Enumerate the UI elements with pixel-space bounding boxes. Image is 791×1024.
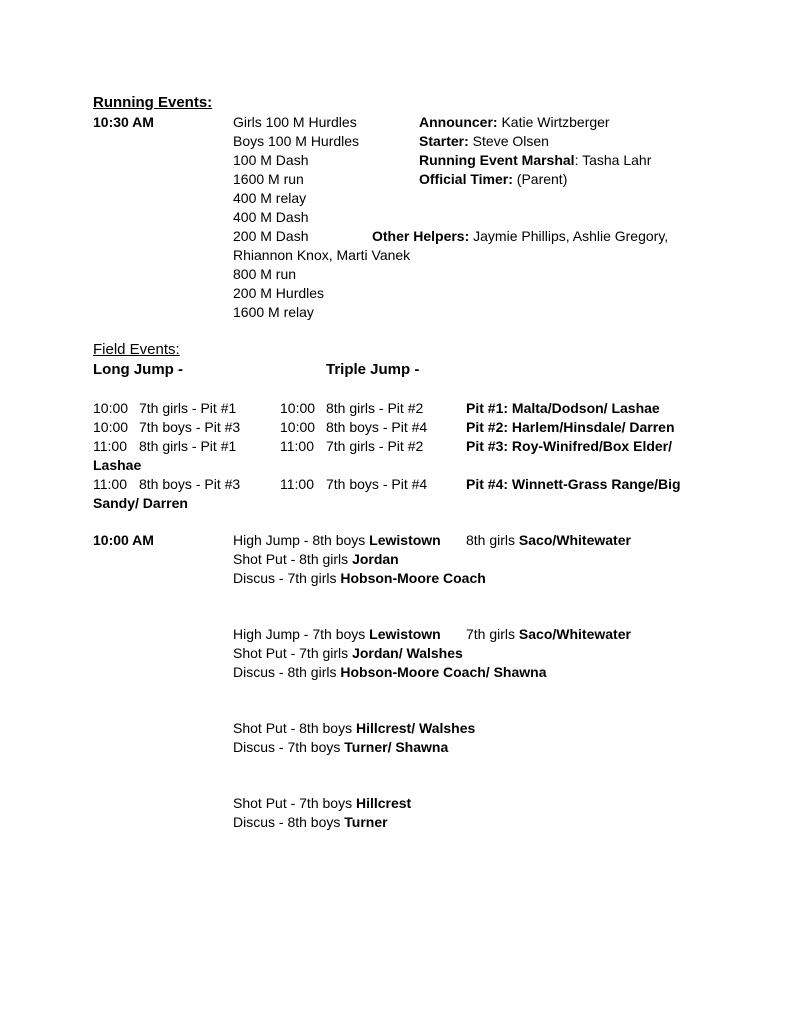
tj-time: 11:00	[280, 438, 314, 454]
field-assignee: Hobson-Moore Coach	[340, 570, 486, 586]
field-event-line	[466, 625, 631, 643]
field-event-line	[233, 644, 463, 662]
running-event-item: 400 M relay	[233, 190, 307, 206]
running-event-item: 200 M Hurdles	[233, 285, 325, 301]
running-event-item: Girls 100 M Hurdles	[233, 114, 357, 130]
field-event-line	[233, 719, 475, 737]
staff-value: Steve Olsen	[468, 133, 549, 149]
field-event-line	[233, 738, 448, 756]
other-helpers-value: Jaymie Phillips, Ashlie Gregory,	[469, 228, 669, 244]
staff-label: Official Timer:	[419, 171, 513, 187]
tj-time: 10:00	[280, 400, 316, 416]
running-event-item: 800 M run	[233, 266, 297, 282]
field-events-heading: Field Events:	[93, 341, 180, 358]
staff-timer	[419, 170, 567, 188]
running-event-item: 1600 M relay	[233, 304, 314, 320]
tj-time: 11:00	[280, 476, 314, 492]
field-event: Shot Put - 8th girls	[233, 551, 353, 567]
field-event-line	[233, 794, 411, 812]
field-event-line	[233, 531, 441, 549]
field-event: Shot Put - 7th boys	[233, 795, 356, 811]
staff-value: : Tasha Lahr	[574, 152, 652, 168]
pit-assignment: Pit #1: Malta/Dodson/ Lashae	[466, 400, 660, 416]
field-assignee: Lewistown	[369, 626, 441, 642]
field-assignee: Saco/Whitewater	[518, 532, 631, 548]
other-helpers-label: Other Helpers:	[372, 228, 470, 244]
field-event: 7th girls	[466, 626, 519, 642]
tj-group: 8th boys - Pit #4	[326, 419, 428, 435]
field-event-line	[233, 813, 388, 831]
running-event-item: 1600 M run	[233, 171, 304, 187]
field-event: Discus - 7th girls	[233, 570, 341, 586]
pit-assignment: Pit #2: Harlem/Hinsdale/ Darren	[466, 419, 675, 435]
other-helpers-cont: Rhiannon Knox, Marti Vanek	[233, 247, 411, 263]
tj-time: 10:00	[280, 419, 316, 435]
field-event: High Jump - 7th boys	[233, 626, 370, 642]
staff-marshal	[419, 151, 651, 169]
staff-announcer	[419, 113, 610, 131]
field-event: Discus - 8th boys	[233, 814, 345, 830]
field-time: 10:00 AM	[93, 532, 154, 548]
running-time: 10:30 AM	[93, 114, 154, 130]
field-assignee: Lewistown	[369, 532, 441, 548]
pit-assignment-cont: Sandy/ Darren	[93, 495, 188, 511]
field-event-line	[233, 569, 486, 587]
tj-group: 7th boys - Pit #4	[326, 476, 428, 492]
field-event: 8th girls	[466, 532, 519, 548]
triple-jump-heading: Triple Jump -	[326, 361, 420, 378]
staff-starter	[419, 132, 549, 150]
field-event-line	[233, 625, 441, 643]
field-assignee: Jordan/ Walshes	[352, 645, 463, 661]
staff-value: (Parent)	[512, 171, 568, 187]
lj-time: 10:00	[93, 400, 129, 416]
field-event: Shot Put - 8th boys	[233, 720, 356, 736]
field-assignee: Turner	[344, 814, 388, 830]
running-events-heading: Running Events:	[93, 94, 213, 111]
field-event: High Jump - 8th boys	[233, 532, 370, 548]
lj-time: 11:00	[93, 476, 127, 492]
lj-group: 7th boys - Pit #3	[139, 419, 241, 435]
pit-assignment: Pit #4: Winnett-Grass Range/Big	[466, 476, 681, 492]
staff-value: Katie Wirtzberger	[497, 114, 610, 130]
field-assignee: Hillcrest/ Walshes	[355, 720, 476, 736]
field-event-line	[233, 550, 399, 568]
lj-time: 10:00	[93, 419, 129, 435]
lj-group: 8th girls - Pit #1	[139, 438, 237, 454]
field-event: Shot Put - 7th girls	[233, 645, 353, 661]
lj-group: 8th boys - Pit #3	[139, 476, 241, 492]
long-jump-heading: Long Jump -	[93, 361, 183, 378]
running-event-item: 400 M Dash	[233, 209, 309, 225]
field-assignee: Jordan	[352, 551, 399, 567]
running-event-item: Boys 100 M Hurdles	[233, 133, 360, 149]
field-event: Discus - 7th boys	[233, 739, 345, 755]
running-event-item: 200 M Dash	[233, 228, 309, 244]
field-assignee: Hillcrest	[355, 795, 412, 811]
field-event-line	[466, 531, 631, 549]
other-helpers	[372, 227, 668, 245]
field-event-line	[233, 663, 546, 681]
pit-assignment-cont: Lashae	[93, 457, 142, 473]
tj-group: 7th girls - Pit #2	[326, 438, 424, 454]
field-assignee: Hobson-Moore Coach/ Shawna	[340, 664, 547, 680]
field-assignee: Saco/Whitewater	[518, 626, 631, 642]
lj-time: 11:00	[93, 438, 127, 454]
tj-group: 8th girls - Pit #2	[326, 400, 424, 416]
lj-group: 7th girls - Pit #1	[139, 400, 237, 416]
staff-label: Running Event Marshal	[419, 152, 575, 168]
field-assignee: Turner/ Shawna	[344, 739, 449, 755]
staff-label: Starter:	[419, 133, 469, 149]
field-event: Discus - 8th girls	[233, 664, 341, 680]
running-event-item: 100 M Dash	[233, 152, 309, 168]
pit-assignment: Pit #3: Roy-Winifred/Box Elder/	[466, 438, 673, 454]
staff-label: Announcer:	[419, 114, 498, 130]
